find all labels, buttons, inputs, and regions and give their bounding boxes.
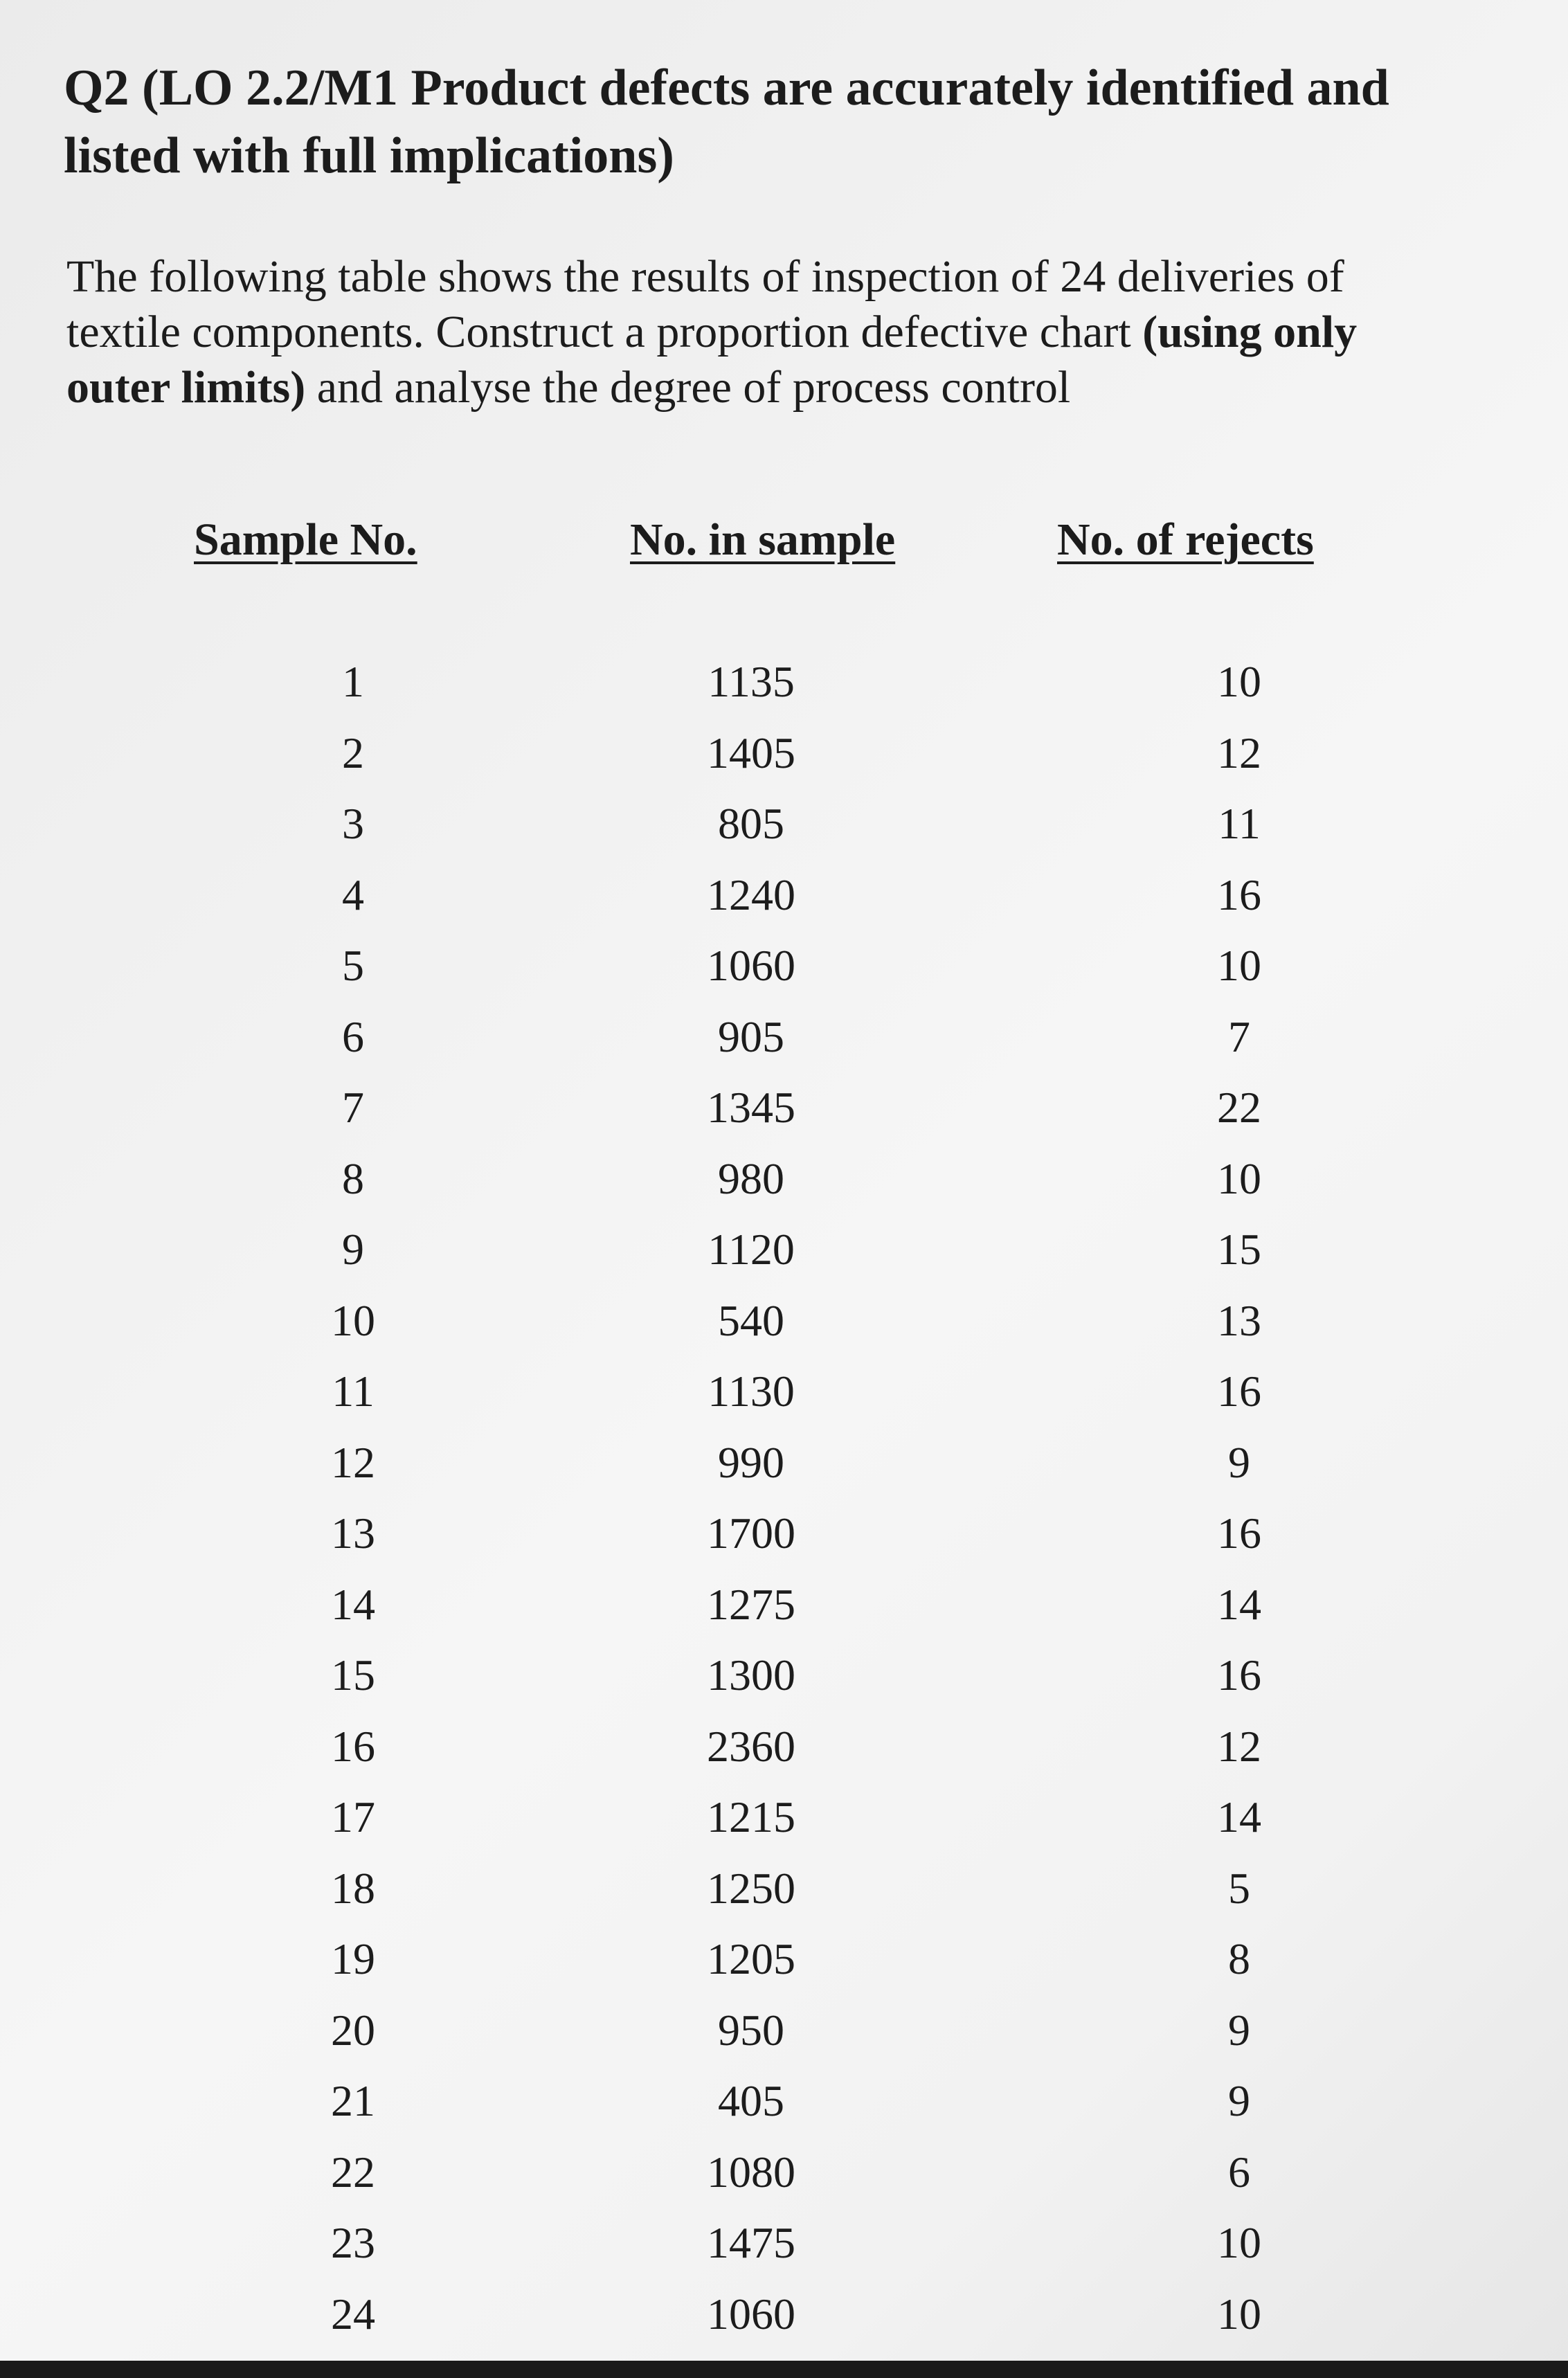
sample-no-cell: 4 bbox=[342, 870, 364, 919]
no-in-sample-cell: 1250 bbox=[707, 1864, 795, 1913]
column-header-sample-no: Sample No. bbox=[194, 514, 417, 565]
sample-no-cell: 16 bbox=[331, 1722, 375, 1771]
table-row bbox=[0, 1002, 1568, 1072]
no-in-sample-cell: 1475 bbox=[707, 2218, 795, 2267]
no-of-rejects-cell: 16 bbox=[1217, 1367, 1261, 1416]
table-row bbox=[0, 1286, 1568, 1355]
no-of-rejects-cell: 5 bbox=[1228, 1864, 1250, 1913]
no-of-rejects-cell: 11 bbox=[1218, 799, 1261, 848]
no-in-sample-cell: 1130 bbox=[708, 1367, 795, 1416]
no-in-sample-cell: 1080 bbox=[707, 2147, 795, 2197]
sample-no-cell: 13 bbox=[331, 1508, 375, 1558]
instructions-line-1: The following table shows the results of inspection of 24 deliveries of bbox=[66, 251, 1344, 302]
sample-no-cell: 22 bbox=[331, 2147, 375, 2197]
table-row bbox=[0, 1073, 1568, 1142]
no-in-sample-cell: 1135 bbox=[708, 657, 795, 706]
instructions-line-2-bold: (using only bbox=[1142, 307, 1358, 357]
table-row bbox=[0, 861, 1568, 930]
no-of-rejects-cell: 9 bbox=[1228, 2076, 1250, 2125]
no-in-sample-cell: 2360 bbox=[707, 1722, 795, 1771]
no-of-rejects-cell: 13 bbox=[1217, 1296, 1261, 1345]
table-row bbox=[0, 1925, 1568, 1994]
question-title bbox=[64, 54, 1517, 190]
no-of-rejects-cell: 10 bbox=[1217, 2218, 1261, 2267]
table-row bbox=[0, 719, 1568, 788]
no-of-rejects-cell: 6 bbox=[1228, 2147, 1250, 2197]
sample-no-cell: 15 bbox=[331, 1650, 375, 1700]
table-row bbox=[0, 1783, 1568, 1852]
sample-no-cell: 21 bbox=[331, 2076, 375, 2125]
table-row bbox=[0, 1144, 1568, 1214]
sample-no-cell: 23 bbox=[331, 2218, 375, 2267]
no-of-rejects-cell: 12 bbox=[1217, 728, 1261, 777]
no-in-sample-cell: 1275 bbox=[707, 1580, 795, 1629]
sample-no-cell: 17 bbox=[331, 1792, 375, 1841]
no-of-rejects-cell: 7 bbox=[1228, 1012, 1250, 1061]
no-in-sample-cell: 540 bbox=[718, 1296, 784, 1345]
no-of-rejects-cell: 16 bbox=[1217, 1650, 1261, 1700]
table-row bbox=[0, 1641, 1568, 1710]
sample-no-cell: 24 bbox=[331, 2289, 375, 2339]
no-in-sample-cell: 1240 bbox=[707, 870, 795, 919]
no-of-rejects-cell: 10 bbox=[1217, 941, 1261, 990]
no-in-sample-cell: 1405 bbox=[707, 728, 795, 777]
screen-bottom-edge bbox=[0, 2361, 1568, 2378]
sample-no-cell: 9 bbox=[342, 1225, 364, 1274]
no-in-sample-cell: 1700 bbox=[707, 1508, 795, 1558]
no-in-sample-cell: 405 bbox=[718, 2076, 784, 2125]
sample-no-cell: 12 bbox=[331, 1438, 375, 1487]
no-in-sample-cell: 1120 bbox=[708, 1225, 795, 1274]
no-of-rejects-cell: 9 bbox=[1228, 2006, 1250, 2055]
no-of-rejects-cell: 14 bbox=[1217, 1580, 1261, 1629]
no-of-rejects-cell: 8 bbox=[1228, 1934, 1250, 1983]
instructions-line-3 bbox=[66, 360, 1520, 415]
no-of-rejects-cell: 10 bbox=[1217, 657, 1261, 706]
no-of-rejects-cell: 22 bbox=[1217, 1083, 1261, 1132]
no-of-rejects-cell: 16 bbox=[1217, 1508, 1261, 1558]
question-title-line-2: listed with full implications) bbox=[64, 127, 674, 184]
table-row bbox=[0, 1570, 1568, 1639]
question-instructions bbox=[66, 249, 1520, 415]
table-row bbox=[0, 2066, 1568, 2136]
no-in-sample-cell: 1345 bbox=[707, 1083, 795, 1132]
instructions-line-3-regular: and analyse the degree of process control bbox=[305, 362, 1071, 413]
instructions-line-2 bbox=[66, 305, 1520, 360]
no-of-rejects-cell: 10 bbox=[1217, 1154, 1261, 1203]
sample-no-cell: 7 bbox=[342, 1083, 364, 1132]
table-row bbox=[0, 2208, 1568, 2278]
no-in-sample-cell: 980 bbox=[718, 1154, 784, 1203]
table-row bbox=[0, 1428, 1568, 1497]
table-row bbox=[0, 2280, 1568, 2349]
table-row bbox=[0, 1854, 1568, 1923]
question-title-line-1: Q2 (LO 2.2/M1 Product defects are accurately identified and bbox=[64, 60, 1389, 116]
table-row bbox=[0, 1357, 1568, 1426]
no-in-sample-cell: 990 bbox=[718, 1438, 784, 1487]
instructions-line-2-regular: textile components. Construct a proportion defective chart bbox=[66, 307, 1143, 357]
no-in-sample-cell: 1205 bbox=[707, 1934, 795, 1983]
sample-no-cell: 18 bbox=[331, 1864, 375, 1913]
table-row bbox=[0, 1499, 1568, 1568]
no-in-sample-cell: 805 bbox=[718, 799, 784, 848]
sample-no-cell: 19 bbox=[331, 1934, 375, 1983]
table-row bbox=[0, 647, 1568, 717]
no-of-rejects-cell: 14 bbox=[1217, 1792, 1261, 1841]
no-in-sample-cell: 1060 bbox=[707, 2289, 795, 2339]
sample-no-cell: 11 bbox=[332, 1367, 375, 1416]
table-row bbox=[0, 1215, 1568, 1284]
no-in-sample-cell: 950 bbox=[718, 2006, 784, 2055]
no-in-sample-cell: 1060 bbox=[707, 941, 795, 990]
sample-no-cell: 8 bbox=[342, 1154, 364, 1203]
sample-no-cell: 14 bbox=[331, 1580, 375, 1629]
no-of-rejects-cell: 9 bbox=[1228, 1438, 1250, 1487]
no-of-rejects-cell: 10 bbox=[1217, 2289, 1261, 2339]
sample-no-cell: 10 bbox=[331, 1296, 375, 1345]
table-row bbox=[0, 931, 1568, 1000]
table-row bbox=[0, 2138, 1568, 2207]
no-of-rejects-cell: 12 bbox=[1217, 1722, 1261, 1771]
table-row bbox=[0, 1712, 1568, 1781]
sample-no-cell: 1 bbox=[342, 657, 364, 706]
no-in-sample-cell: 905 bbox=[718, 1012, 784, 1061]
sample-no-cell: 20 bbox=[331, 2006, 375, 2055]
instructions-line-3-bold: outer limits) bbox=[66, 362, 306, 413]
no-in-sample-cell: 1300 bbox=[707, 1650, 795, 1700]
sample-no-cell: 3 bbox=[342, 799, 364, 848]
column-header-no-in-sample: No. in sample bbox=[630, 514, 896, 565]
no-in-sample-cell: 1215 bbox=[707, 1792, 795, 1841]
table-row bbox=[0, 1996, 1568, 2065]
sample-no-cell: 5 bbox=[342, 941, 364, 990]
no-of-rejects-cell: 16 bbox=[1217, 870, 1261, 919]
sample-no-cell: 2 bbox=[342, 728, 364, 777]
table-row bbox=[0, 789, 1568, 858]
sample-no-cell: 6 bbox=[342, 1012, 364, 1061]
no-of-rejects-cell: 15 bbox=[1217, 1225, 1261, 1274]
column-header-no-of-rejects: No. of rejects bbox=[1057, 514, 1314, 565]
